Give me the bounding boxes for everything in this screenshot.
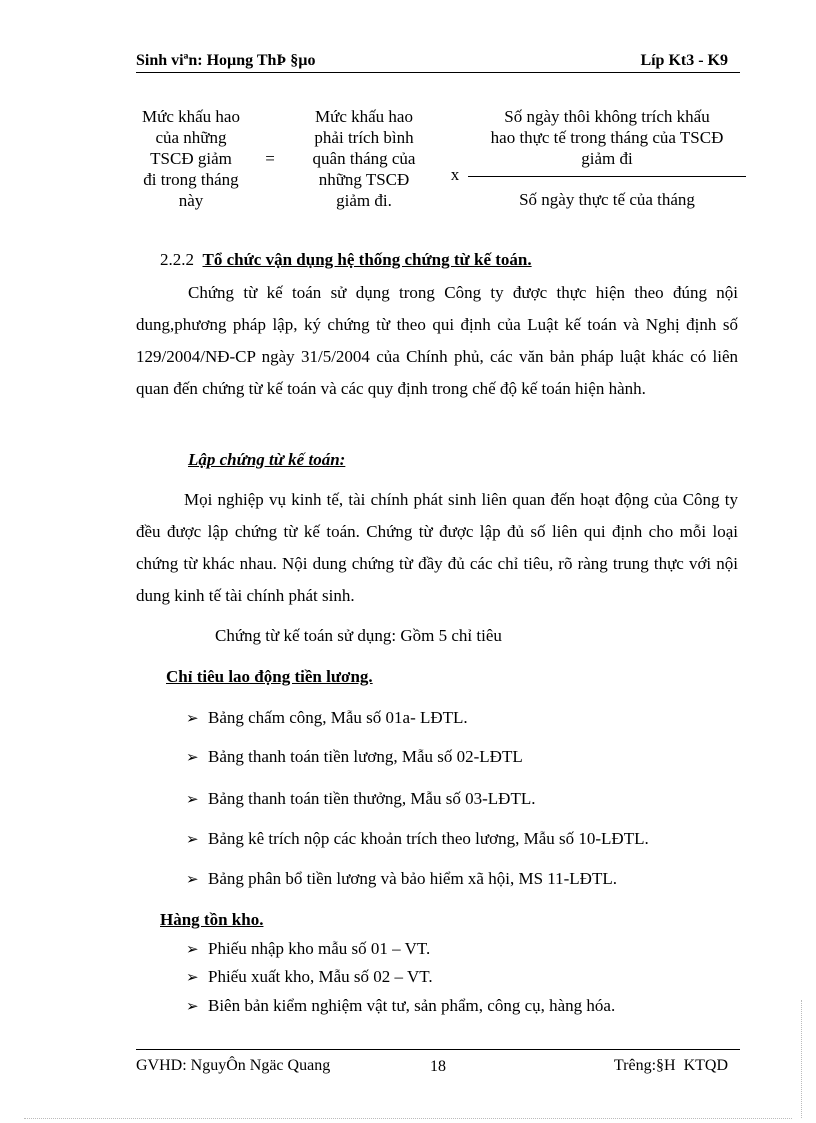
subheading-hang-ton-kho: Hàng tồn kho. bbox=[160, 910, 264, 929]
formula-col2 bbox=[296, 106, 432, 211]
formula-col1-line: TSCĐ giảm bbox=[150, 149, 232, 168]
paragraph-1: Chứng từ kế toán sử dụng trong Công ty được thực hiện theo đúng nội dung,phương pháp lập, ký chứng từ theo qui định của Luật kế toán và Nghị định số 129/2004/NĐ-CP ngày 31/5/2004 của Chính phủ, các văn bản pháp luật khác có liên quan đến chứng từ kế toán và các quy định trong chế độ kế toán hiện hành. bbox=[136, 283, 738, 398]
header-class: Líp Kt3 - K9 bbox=[640, 52, 728, 69]
arrow-bullet-icon: ➢ bbox=[186, 997, 199, 1015]
list-item bbox=[186, 789, 535, 809]
arrow-bullet-icon: ➢ bbox=[186, 968, 199, 986]
list-item bbox=[186, 869, 617, 889]
list-item bbox=[186, 747, 523, 767]
formula-col1-line: đi trong tháng bbox=[143, 170, 239, 189]
subheading-lao-dong: Chỉ tiêu lao động tiền lương. bbox=[166, 667, 373, 686]
formula-col1-line: của những bbox=[155, 128, 227, 147]
fraction-line bbox=[468, 176, 746, 177]
list-item-text: Biên bản kiểm nghiệm vật tư, sản phẩm, công cụ, hàng hóa. bbox=[208, 996, 616, 1015]
list-item-text: Bảng thanh toán tiền lương, Mẫu số 02-LĐTL bbox=[208, 747, 523, 766]
footer-rule bbox=[136, 1049, 740, 1050]
page-number: 18 bbox=[430, 1058, 446, 1075]
formula-col1 bbox=[126, 106, 256, 211]
formula-col2-line: Mức khấu hao bbox=[315, 107, 413, 126]
indicators-line: Chứng từ kế toán sử dụng: Gồm 5 chỉ tiêu bbox=[215, 626, 502, 645]
formula-col1-line: Mức khấu hao bbox=[142, 107, 240, 126]
formula-times: x bbox=[450, 165, 460, 184]
list-item bbox=[186, 829, 649, 849]
list-item-text: Phiếu nhập kho mẫu số 01 – VT. bbox=[208, 939, 431, 958]
header-rule bbox=[136, 72, 740, 73]
footer-school: Trêng:§H KTQD bbox=[613, 1057, 728, 1074]
arrow-bullet-icon: ➢ bbox=[186, 830, 199, 848]
page-border-dotted-vertical bbox=[801, 1000, 802, 1118]
list-item bbox=[186, 708, 468, 728]
list-item bbox=[186, 939, 430, 959]
arrow-bullet-icon: ➢ bbox=[186, 870, 199, 888]
formula-col2-line: những TSCĐ bbox=[318, 170, 410, 189]
footer-advisor: GVHD: NguyÔn Ngäc Quang bbox=[136, 1057, 331, 1074]
formula-numerator-line: giảm đi bbox=[581, 149, 633, 168]
arrow-bullet-icon: ➢ bbox=[186, 709, 199, 727]
arrow-bullet-icon: ➢ bbox=[186, 940, 199, 958]
paragraph-2: Mọi nghiệp vụ kinh tế, tài chính phát sinh liên quan đến hoạt động của Công ty đều được lập chứng từ kế toán. Chứng từ được lập đủ số liên qui định cho mỗi loại chứng từ khác nhau. Nội dung chứng từ đầy đủ các chỉ tiêu, rõ ràng trung thực với nội dung kinh tế tài chính phát sinh. bbox=[136, 490, 738, 605]
formula-col1-line: này bbox=[178, 191, 204, 210]
list-item bbox=[186, 967, 433, 987]
formula-numerator bbox=[468, 106, 746, 169]
formula-denominator: Số ngày thực tế của tháng bbox=[519, 190, 695, 209]
page-border-dotted bbox=[24, 1118, 792, 1119]
formula-numerator-line: hao thực tế trong tháng của TSCĐ bbox=[490, 128, 724, 147]
formula-equals: = bbox=[265, 149, 275, 168]
list-item-text: Bảng thanh toán tiền thưởng, Mẫu số 03-LĐTL. bbox=[208, 789, 536, 808]
list-item-text: Bảng phân bổ tiền lương và bảo hiểm xã hội, MS 11-LĐTL. bbox=[208, 869, 617, 888]
formula-col2-line: phải trích bình bbox=[314, 128, 414, 147]
header-student: Sinh viªn: Hoµng ThÞ §µo bbox=[136, 52, 316, 69]
list-item bbox=[186, 996, 615, 1016]
section-title: Tổ chức vận dụng hệ thống chứng từ kế toán. bbox=[202, 250, 532, 269]
formula-numerator-line: Số ngày thôi không trích khấu bbox=[504, 107, 710, 126]
section-heading bbox=[160, 250, 532, 270]
list-item-text: Bảng chấm công, Mẫu số 01a- LĐTL. bbox=[208, 708, 468, 727]
arrow-bullet-icon: ➢ bbox=[186, 790, 199, 808]
list-item-text: Bảng kê trích nộp các khoản trích theo lương, Mẫu số 10-LĐTL. bbox=[208, 829, 649, 848]
list-item-text: Phiếu xuất kho, Mẫu số 02 – VT. bbox=[208, 967, 433, 986]
formula-col2-line: giảm đi. bbox=[336, 191, 392, 210]
arrow-bullet-icon: ➢ bbox=[186, 748, 199, 766]
subheading-lap-chung-tu: Lập chứng từ kế toán: bbox=[188, 450, 346, 469]
section-number: 2.2.2 bbox=[160, 250, 194, 269]
formula-col2-line: quân tháng của bbox=[312, 149, 416, 168]
